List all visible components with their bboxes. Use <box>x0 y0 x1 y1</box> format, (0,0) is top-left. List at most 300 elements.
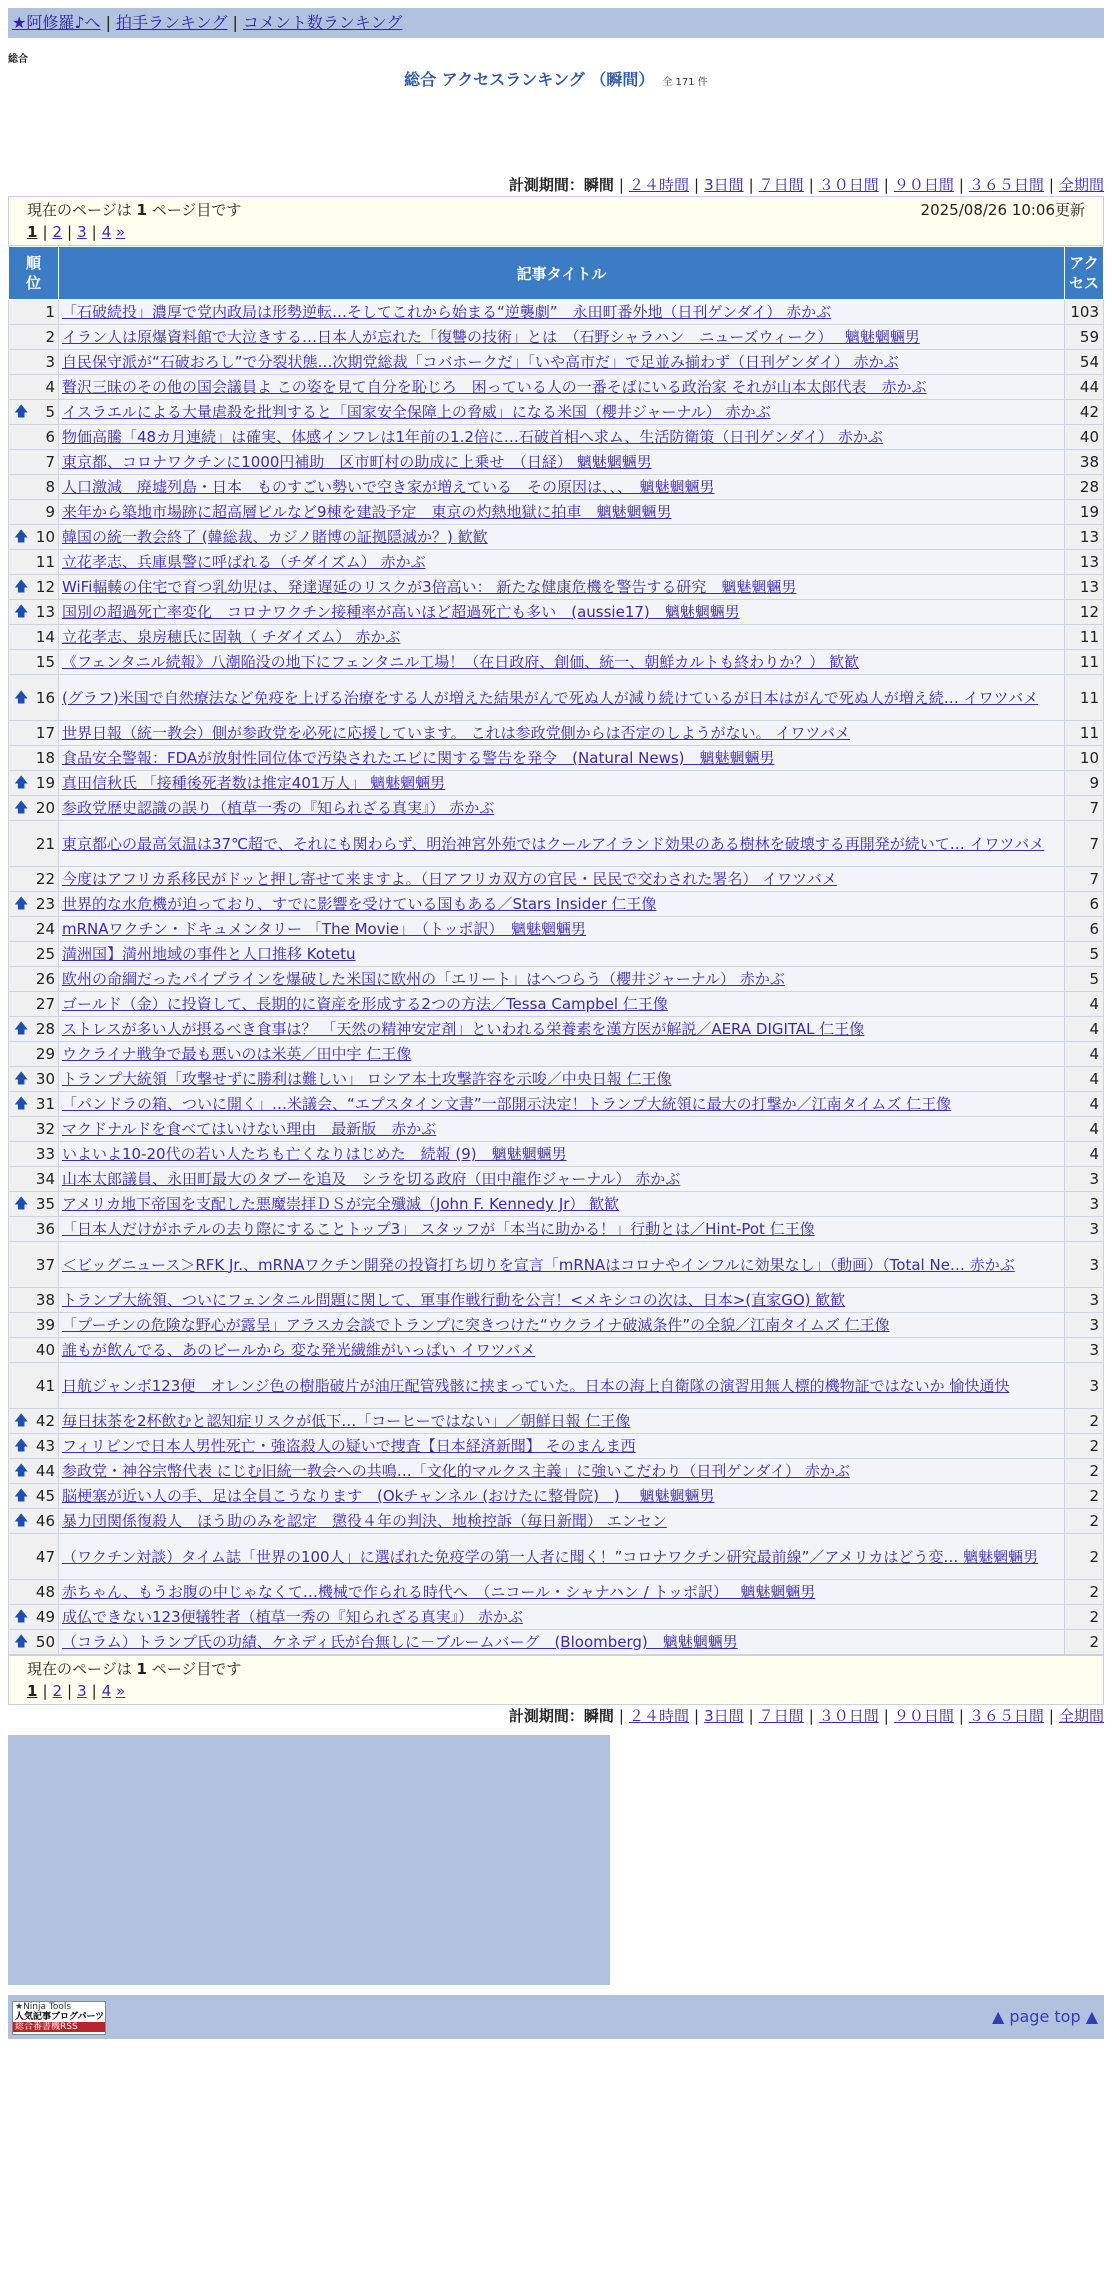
table-row <box>9 600 1104 625</box>
article-title-link[interactable]: トランプ大統領、ついにフェンタニル問題に関して、軍事作戦行動を公言！<メキシコの次は、日本>(直家GO) 歓歓 <box>62 1291 846 1309</box>
access-count-cell: 4 <box>1065 1092 1104 1117</box>
title-cell <box>59 867 1065 892</box>
period-separator: | <box>808 1707 814 1725</box>
table-row <box>9 942 1104 967</box>
rank-up-arrow-icon: 🡅 <box>14 689 29 706</box>
title-cell <box>59 942 1065 967</box>
rank-number: 19 <box>35 774 55 792</box>
rank-number: 23 <box>35 895 55 913</box>
page-title <box>8 67 1104 90</box>
page-link[interactable]: 4 <box>101 1682 112 1700</box>
access-count-cell: 2 <box>1065 1509 1104 1534</box>
rank-up-arrow-icon: 🡅 <box>14 1196 29 1212</box>
access-count-cell: 11 <box>1065 721 1104 746</box>
article-title-link[interactable]: 「パンドラの箱、ついに開く」…米議会、“エプスタイン文書”一部開示決定！トランプ大統領に最大の打撃か／江南タイムズ 仁王像 <box>62 1095 952 1113</box>
table-row <box>9 325 1104 350</box>
table-row <box>9 300 1104 325</box>
title-cell <box>59 400 1065 425</box>
title-cell <box>59 1338 1065 1363</box>
rank-cell <box>9 746 59 771</box>
rank-cell <box>9 525 59 550</box>
table-row <box>9 992 1104 1017</box>
access-count-cell: 2 <box>1065 1484 1104 1509</box>
title-cell <box>59 500 1065 525</box>
page-link[interactable]: 4 <box>101 223 112 241</box>
article-title-link[interactable]: (グラフ)米国で自然療法など免疫を上げる治療をする人が増えた結果がんで死ぬ人が減り続けているが日本はがんで死ぬ人が増え続… イワツバメ <box>62 688 1039 707</box>
access-count-cell: 44 <box>1065 375 1104 400</box>
article-title-link[interactable]: 物価高騰「48カ月連続」は確実、体感インフレは1年前の1.2倍に…石破首相へ求ム、生活防衛策（日刊ゲンダイ） 赤かぶ <box>62 428 883 446</box>
rank-number: 29 <box>35 1045 55 1063</box>
rank-cell <box>9 1192 59 1217</box>
rank-cell <box>9 1363 59 1409</box>
title-cell <box>59 475 1065 500</box>
rank-cell <box>9 325 59 350</box>
article-title-link[interactable]: 「石破続投」濃厚で党内政局は形勢逆転…そしてこれから始まる“逆襲劇” 永田町番外地（日刊ゲンダイ） 赤かぶ <box>62 303 832 321</box>
rank-cell <box>9 1167 59 1192</box>
article-title-link[interactable]: 食品安全警報：FDAが放射性同位体で汚染されたエビに関する警告を発令 (Natural News) 魑魅魍魎男 <box>62 749 775 767</box>
article-title-link[interactable]: 赤ちゃん、もうお腹の中じゃなくて…機械で作られる時代へ （ニコール・シャナハン / トッポ訳） 魑魅魍魎男 <box>62 1583 816 1601</box>
rank-up-arrow-icon: 🡅 <box>14 579 29 595</box>
ad-placeholder <box>8 1735 610 1985</box>
ranking-table <box>8 246 1104 1655</box>
access-count-cell: 2 <box>1065 1434 1104 1459</box>
table-row <box>9 1534 1104 1580</box>
rank-cell <box>9 1484 59 1509</box>
table-row <box>9 1605 1104 1630</box>
access-count-cell: 4 <box>1065 1017 1104 1042</box>
nav-separator: | <box>232 13 238 32</box>
article-title-link[interactable]: 世界日報（統一教会）側が参政党を必死に応援しています。 これは参政党側からは否定のしようがない。 イワツバメ <box>62 724 851 742</box>
period-separator: | <box>694 1707 700 1725</box>
rank-cell <box>9 1580 59 1605</box>
title-cell <box>59 575 1065 600</box>
access-count-cell: 13 <box>1065 575 1104 600</box>
table-row <box>9 350 1104 375</box>
table-row <box>9 1409 1104 1434</box>
period-link[interactable]: ３６５日間 <box>968 176 1044 194</box>
access-count-cell: 13 <box>1065 525 1104 550</box>
access-count-cell: 4 <box>1065 1117 1104 1142</box>
access-count-cell: 11 <box>1065 675 1104 721</box>
article-title-link[interactable]: ＜ビッグニュース＞RFK Jr.、mRNAワクチン開発の投資打ち切りを宣言「mRNAはコロナやインフルに効果なし」（動画）（Total Ne… 赤かぶ <box>62 1255 1015 1274</box>
page-separator: | <box>91 223 97 241</box>
table-row <box>9 1434 1104 1459</box>
period-link[interactable]: ３６５日間 <box>968 1707 1044 1725</box>
access-count-cell: 2 <box>1065 1580 1104 1605</box>
rank-cell <box>9 375 59 400</box>
title-cell <box>59 550 1065 575</box>
title-cell <box>59 1434 1065 1459</box>
access-count-cell: 3 <box>1065 1288 1104 1313</box>
rank-number: 41 <box>35 1376 55 1395</box>
rank-cell <box>9 1630 59 1655</box>
rank-up-arrow-icon: 🡅 <box>14 800 29 816</box>
rank-number: 18 <box>35 749 55 767</box>
table-row <box>9 450 1104 475</box>
access-count-cell: 7 <box>1065 867 1104 892</box>
access-count-cell: 2 <box>1065 1459 1104 1484</box>
rank-cell <box>9 917 59 942</box>
title-cell <box>59 1363 1065 1409</box>
title-cell <box>59 1409 1065 1434</box>
rank-number: 27 <box>35 995 55 1013</box>
page-link[interactable]: 3 <box>77 1682 87 1700</box>
category-label: 総合 <box>8 54 28 65</box>
article-title-link[interactable]: 参政党・神谷宗幣代表 にじむ旧統一教会への共鳴…「文化的マルクス主義」に強いこだわり（日刊ゲンダイ） 赤かぶ <box>62 1462 850 1480</box>
rank-number: 14 <box>35 628 55 646</box>
article-title-link[interactable]: 立花孝志、泉房穂氏に固執（ チダイズム） 赤かぶ <box>62 628 401 646</box>
rank-cell <box>9 967 59 992</box>
article-title-link[interactable]: 脳梗塞が近い人の手、足は全員こうなります (Okチャンネル (おけたに整骨院) ) 魑魅魍魎男 <box>62 1487 715 1505</box>
rank-number: 36 <box>35 1220 55 1238</box>
access-count-cell: 2 <box>1065 1605 1104 1630</box>
page-separator: | <box>42 1682 48 1700</box>
page-top-link[interactable]: ▲ page top ▲ <box>991 2007 1098 2026</box>
title-cell <box>59 967 1065 992</box>
period-separator: | <box>958 1707 964 1725</box>
rank-cell <box>9 867 59 892</box>
article-title-link[interactable]: 国別の超過死亡率変化 コロナワクチン接種率が高いほど超過死亡も多い (aussie17) 魑魅魍魎男 <box>62 603 740 621</box>
ranking-title: 総合 アクセスランキング （瞬間） <box>404 70 655 89</box>
title-cell <box>59 796 1065 821</box>
rank-cell <box>9 721 59 746</box>
article-title-link[interactable]: イラン人は原爆資料館で大泣きする…日本人が忘れた「復讐の技術」とは （石野シャラハン ニューズウィーク） 魑魅魍魎男 <box>62 328 920 346</box>
period-link[interactable]: ２４時間 <box>628 176 689 194</box>
table-row <box>9 675 1104 721</box>
access-count-cell: 12 <box>1065 600 1104 625</box>
table-row <box>9 475 1104 500</box>
access-count-cell: 4 <box>1065 1042 1104 1067</box>
page-current: 1 <box>27 223 38 241</box>
table-row <box>9 375 1104 400</box>
page-link[interactable]: 2 <box>52 223 63 241</box>
rank-cell <box>9 942 59 967</box>
title-cell <box>59 450 1065 475</box>
title-cell <box>59 1605 1065 1630</box>
access-count-cell: 2 <box>1065 1409 1104 1434</box>
access-count-cell: 4 <box>1065 1142 1104 1167</box>
article-title-link[interactable]: 毎日抹茶を2杯飲むと認知症リスクが低下…「コーヒーではない」／朝鮮日報 仁王像 <box>62 1412 631 1430</box>
title-cell <box>59 821 1065 867</box>
rank-up-arrow-icon: 🡅 <box>14 1463 29 1479</box>
page-current: 1 <box>27 1682 38 1700</box>
footer <box>8 1995 1104 2039</box>
period-separator: | <box>618 176 624 194</box>
access-count-cell: 3 <box>1065 1338 1104 1363</box>
article-title-link[interactable]: 《フェンタニル続報》八潮陥没の地下にフェンタニル工場！（在日政府、創価、統一、朝鮮カルトも終わりか？） 歓歓 <box>62 653 860 671</box>
access-count-cell: 38 <box>1065 450 1104 475</box>
title-cell <box>59 1142 1065 1167</box>
rank-number: 26 <box>35 970 55 988</box>
article-title-link[interactable]: 「プーチンの危険な野心が露呈」アラスカ会談でトランプに突きつけた“ウクライナ破滅条件”の全貌／江南タイムズ 仁王像 <box>62 1316 890 1334</box>
page-link[interactable]: 2 <box>52 1682 63 1700</box>
title-cell <box>59 746 1065 771</box>
rank-number: 10 <box>35 528 55 546</box>
article-title-link[interactable]: 誰もが飲んでる、あのビールから 変な発光繊維がいっぱい イワツバメ <box>62 1341 536 1359</box>
period-link[interactable]: 3日間 <box>704 1707 744 1725</box>
rank-up-arrow-icon: 🡅 <box>14 1071 29 1087</box>
table-row <box>9 917 1104 942</box>
rank-number: 9 <box>45 503 55 521</box>
rank-number: 42 <box>35 1412 55 1430</box>
period-link[interactable]: ３０日間 <box>818 1707 879 1725</box>
title-cell <box>59 1534 1065 1580</box>
table-row <box>9 1338 1104 1363</box>
period-label: 計測期間： <box>508 176 584 194</box>
article-title-link[interactable]: 満洲国】満州地域の事件と人口推移 Kotetu <box>62 945 356 963</box>
rank-up-arrow-icon: 🡅 <box>14 1488 29 1504</box>
rank-up-arrow-icon: 🡅 <box>14 404 29 420</box>
rank-up-arrow-icon: 🡅 <box>14 1634 29 1650</box>
period-separator: | <box>618 1707 624 1725</box>
article-title-link[interactable]: 韓国の統一教会終了 (韓総裁、カジノ賭博の証拠隠滅か？) 歓歓 <box>62 528 488 546</box>
table-row <box>9 1142 1104 1167</box>
rank-cell <box>9 350 59 375</box>
table-row <box>9 721 1104 746</box>
rank-number: 28 <box>35 1020 55 1038</box>
rank-number: 32 <box>35 1120 55 1138</box>
article-title-link[interactable]: 今度はアフリカ系移民がドッと押し寄せて来ますよ。（日アフリカ双方の官民・民民で交わされた署名） イワツバメ <box>62 870 837 888</box>
period-separator: | <box>808 176 814 194</box>
period-link[interactable]: ７日間 <box>758 1707 804 1725</box>
article-title-link[interactable]: 贅沢三昧のその他の国会議員よ この姿を見て自分を恥じろ 困っている人の一番そばにいる政治家 それが山本太郎代表 赤かぶ <box>62 378 927 396</box>
article-title-link[interactable]: 世界的な水危機が迫っており、すでに影響を受けている国もある／Stars Insider 仁王像 <box>62 895 657 913</box>
rank-number: 48 <box>35 1583 55 1601</box>
article-title-link[interactable]: トランプ大統領「攻撃せずに勝利は難しい」 ロシア本土攻撃許容を示唆／中央日報 仁王像 <box>62 1070 672 1088</box>
period-link[interactable]: 全期間 <box>1058 1707 1104 1725</box>
page-link[interactable]: 3 <box>77 223 87 241</box>
pager-status-row <box>27 199 1085 221</box>
title-cell <box>59 525 1065 550</box>
rank-cell <box>9 1067 59 1092</box>
ninja-tools-logo[interactable]: ★Ninja Tools 人気記事ブログパーツ 総合番書機RSS <box>12 2001 106 2035</box>
rank-up-arrow-icon: 🡅 <box>14 604 29 620</box>
rank-up-arrow-icon: 🡅 <box>14 529 29 545</box>
table-row <box>9 1092 1104 1117</box>
rank-number: 21 <box>35 834 55 853</box>
rank-up-arrow-icon: 🡅 <box>14 1513 29 1529</box>
rank-up-arrow-icon: 🡅 <box>14 1096 29 1112</box>
title-cell <box>59 1167 1065 1192</box>
period-selector-bottom <box>8 1705 1104 1727</box>
access-count-cell: 28 <box>1065 475 1104 500</box>
access-count-cell: 40 <box>1065 425 1104 450</box>
updated-timestamp: 2025/08/26 10:06更新 <box>920 201 1085 219</box>
access-count-cell: 4 <box>1065 992 1104 1017</box>
rank-cell <box>9 1117 59 1142</box>
table-row <box>9 1067 1104 1092</box>
table-row <box>9 1484 1104 1509</box>
rank-number: 43 <box>35 1437 55 1455</box>
title-cell <box>59 600 1065 625</box>
article-title-link[interactable]: WiFi輻輳の住宅で育つ乳幼児は、発達遅延のリスクが3倍高い： 新たな健康危機を警告する研究 魑魅魍魎男 <box>62 578 797 596</box>
period-separator: | <box>883 176 889 194</box>
period-link[interactable]: ９０日間 <box>893 1707 954 1725</box>
title-cell <box>59 992 1065 1017</box>
access-count-cell: 9 <box>1065 771 1104 796</box>
page-wrapper <box>8 8 1104 2039</box>
nav-clap-ranking-link[interactable]: 拍手ランキング <box>115 13 228 32</box>
table-row <box>9 1363 1104 1409</box>
article-title-link[interactable]: （ワクチン対談）タイム誌「世界の100人」に選ばれた免疫学の第一人者に聞く！”コロナワクチン研究最前線”／アメリカはどう変… 魑魅魍魎男 <box>62 1547 1039 1566</box>
rank-number: 15 <box>35 653 55 671</box>
access-count-cell: 5 <box>1065 942 1104 967</box>
rank-cell <box>9 1092 59 1117</box>
access-count-cell: 2 <box>1065 1534 1104 1580</box>
table-row <box>9 575 1104 600</box>
rank-cell <box>9 1605 59 1630</box>
rank-number: 3 <box>45 353 55 371</box>
article-title-link[interactable]: 欧州の命綱だったパイプラインを爆破した米国に欧州の「エリート」はへつらう（櫻井ジャーナル） 赤かぶ <box>62 970 785 988</box>
rank-cell <box>9 1338 59 1363</box>
article-title-link[interactable]: 真田信秋氏 「接種後死者数は推定401万人」 魑魅魍魎男 <box>62 774 446 792</box>
table-row <box>9 892 1104 917</box>
rank-cell <box>9 1288 59 1313</box>
title-cell <box>59 917 1065 942</box>
period-link[interactable]: ２４時間 <box>628 1707 689 1725</box>
article-title-link[interactable]: 成仏できない123便犠牲者（植草一秀の『知られざる真実』） 赤かぶ <box>62 1608 523 1626</box>
rank-number: 45 <box>35 1487 55 1505</box>
table-row <box>9 1042 1104 1067</box>
article-title-link[interactable]: 暴力団関係復殺人 ほう助のみを認定 懲役４年の判決、地検控訴（毎日新聞） エンセン <box>62 1512 667 1530</box>
rank-up-arrow-icon: 🡅 <box>14 1609 29 1625</box>
article-title-link[interactable]: ストレスが多い人が摂るべき食事は？ 「天然の精神安定剤」といわれる栄養素を漢方医が解説／AERA DIGITAL 仁王像 <box>62 1020 865 1038</box>
rank-number: 2 <box>45 328 55 346</box>
rank-number: 12 <box>35 578 55 596</box>
next-page-link[interactable]: » <box>116 223 126 241</box>
title-cell <box>59 375 1065 400</box>
article-title-link[interactable]: ウクライナ戦争で最も悪いのは米英／田中宇 仁王像 <box>62 1045 412 1063</box>
page-status: 現在のページは 1 ページ目です <box>27 1660 242 1678</box>
rank-number: 50 <box>35 1633 55 1651</box>
article-title-link[interactable]: イスラエルによる大量虐殺を批判すると「国家安全保障上の脅威」になる米国（櫻井ジャーナル） 赤かぶ <box>62 403 771 421</box>
title-cell <box>59 1242 1065 1288</box>
article-title-link[interactable]: mRNAワクチン・ドキュメンタリー 「The Movie」 （トッポ訳） 魑魅魍魎男 <box>62 920 587 938</box>
article-title-link[interactable]: 来年から築地市場跡に超高層ビルなど9棟を建設予定 東京の灼熱地獄に拍車 魑魅魍魎男 <box>62 503 672 521</box>
rank-cell <box>9 1409 59 1434</box>
period-link[interactable]: ７日間 <box>758 176 804 194</box>
table-row <box>9 425 1104 450</box>
rank-number: 34 <box>35 1170 55 1188</box>
period-link[interactable]: ３０日間 <box>818 176 879 194</box>
article-title-link[interactable]: 山本太郎議員、永田町最大のタブーを追及 シラを切る政府（田中龍作ジャーナル） 赤かぶ <box>62 1170 681 1188</box>
pager-bottom <box>8 1655 1104 1705</box>
rank-number: 1 <box>45 303 55 321</box>
access-count-cell: 6 <box>1065 892 1104 917</box>
next-page-link[interactable]: » <box>116 1682 126 1700</box>
period-separator: | <box>694 176 700 194</box>
access-count-cell: 4 <box>1065 1067 1104 1092</box>
page-separator: | <box>67 1682 73 1700</box>
rank-number: 11 <box>35 553 55 571</box>
article-title-link[interactable]: アメリカ地下帝国を支配した悪魔崇拝ＤＳが完全殲滅（John F. Kennedy Jr） 歓歓 <box>62 1195 620 1213</box>
article-title-link[interactable]: （コラム）トランプ氏の功績、ケネディ氏が台無しに－ブルームバーグ (Bloomberg) 魑魅魍魎男 <box>62 1633 738 1651</box>
nav-home-link[interactable]: ★阿修羅♪へ <box>12 13 101 32</box>
article-title-link[interactable]: 人口激減 廃墟列島・日本 ものすごい勢いで空き家が増えている その原因は、、、 魑魅魍魎男 <box>62 478 715 496</box>
total-count: 全 171 件 <box>662 77 708 88</box>
article-title-link[interactable]: いよいよ10-20代の若い人たちも亡くなりはじめた 続報 (9) 魑魅魍魎男 <box>62 1145 567 1163</box>
rank-number: 40 <box>35 1341 55 1359</box>
title-cell <box>59 1192 1065 1217</box>
article-title-link[interactable]: 参政党歴史認識の誤り（植草一秀の『知られざる真実』） 赤かぶ <box>62 799 495 817</box>
access-count-cell: 2 <box>1065 1630 1104 1655</box>
pager <box>8 196 1104 246</box>
table-row <box>9 625 1104 650</box>
table-row <box>9 1242 1104 1288</box>
article-title-link[interactable]: 「日本人だけがホテルの去り際にすることトップ3」 スタッフが「本当に助かる！」行動とは／Hint-Pot 仁王像 <box>62 1220 815 1238</box>
rank-cell <box>9 1142 59 1167</box>
access-count-cell: 5 <box>1065 967 1104 992</box>
title-cell <box>59 892 1065 917</box>
rank-number: 47 <box>35 1547 55 1566</box>
table-row <box>9 1288 1104 1313</box>
article-title-link[interactable]: 立花孝志、兵庫県警に呼ばれる（チダイズム） 赤かぶ <box>62 553 426 571</box>
article-title-link[interactable]: マクドナルドを食べてはいけない理由 最新版 赤かぶ <box>62 1120 437 1138</box>
rank-number: 35 <box>35 1195 55 1213</box>
rank-up-arrow-icon: 🡅 <box>14 896 29 912</box>
access-count-cell: 13 <box>1065 550 1104 575</box>
access-count-cell: 6 <box>1065 917 1104 942</box>
rank-number: 24 <box>35 920 55 938</box>
title-cell <box>59 771 1065 796</box>
count-column-header: アクセス <box>1065 247 1104 300</box>
period-link[interactable]: ９０日間 <box>893 176 954 194</box>
rank-number: 31 <box>35 1095 55 1113</box>
nav-comment-ranking-link[interactable]: コメント数ランキング <box>242 13 403 32</box>
period-separator: | <box>748 176 754 194</box>
period-link[interactable]: 全期間 <box>1058 176 1104 194</box>
table-row <box>9 796 1104 821</box>
rank-cell <box>9 450 59 475</box>
rank-number: 17 <box>35 724 55 742</box>
period-link[interactable]: 3日間 <box>704 176 744 194</box>
title-cell <box>59 1067 1065 1092</box>
article-title-link[interactable]: ゴールド（金）に投資して、長期的に資産を形成する2つの方法／Tessa Campbel 仁王像 <box>62 995 668 1013</box>
rank-cell <box>9 892 59 917</box>
article-title-link[interactable]: 東京都、コロナワクチンに1000円補助 区市町村の助成に上乗せ （日経） 魑魅魍魎男 <box>62 453 652 471</box>
nav-separator: | <box>105 13 111 32</box>
rank-cell <box>9 575 59 600</box>
access-count-cell: 3 <box>1065 1242 1104 1288</box>
page-separator: | <box>91 1682 97 1700</box>
access-count-cell: 11 <box>1065 625 1104 650</box>
access-count-cell: 54 <box>1065 350 1104 375</box>
access-count-cell: 11 <box>1065 650 1104 675</box>
rank-cell <box>9 1509 59 1534</box>
rank-number: 33 <box>35 1145 55 1163</box>
period-separator: | <box>958 176 964 194</box>
table-row <box>9 550 1104 575</box>
table-row <box>9 400 1104 425</box>
rank-cell <box>9 400 59 425</box>
rank-cell <box>9 821 59 867</box>
article-title-link[interactable]: 日航ジャンボ123便 オレンジ色の樹脂破片が油圧配管残骸に挟まっていた。日本の海上自衛隊の演習用無人標的機物証ではないか 愉快通快 <box>62 1376 1010 1395</box>
table-row <box>9 1313 1104 1338</box>
title-cell <box>59 325 1065 350</box>
table-row <box>9 746 1104 771</box>
rank-cell <box>9 1313 59 1338</box>
rank-cell <box>9 425 59 450</box>
table-row <box>9 500 1104 525</box>
title-column-header: 記事タイトル <box>59 247 1065 300</box>
rank-cell <box>9 650 59 675</box>
article-title-link[interactable]: 自民保守派が“石破おろし”で分裂状態…次期党総裁「コバホークだ」「いや高市だ」で足並み揃わず（日刊ゲンダイ） 赤かぶ <box>62 353 899 371</box>
rank-cell <box>9 1242 59 1288</box>
title-cell <box>59 625 1065 650</box>
article-title-link[interactable]: フィリピンで日本人男性死亡・強盗殺人の疑いで捜査【日本経済新聞】 そのまんま西 <box>62 1437 636 1455</box>
article-title-link[interactable]: 東京都心の最高気温は37℃超で、それにも関わらず、明治神宮外苑ではクールアイランド効果のある樹林を破壊する再開発が続いて… イワツバメ <box>62 834 1045 853</box>
rank-cell <box>9 550 59 575</box>
